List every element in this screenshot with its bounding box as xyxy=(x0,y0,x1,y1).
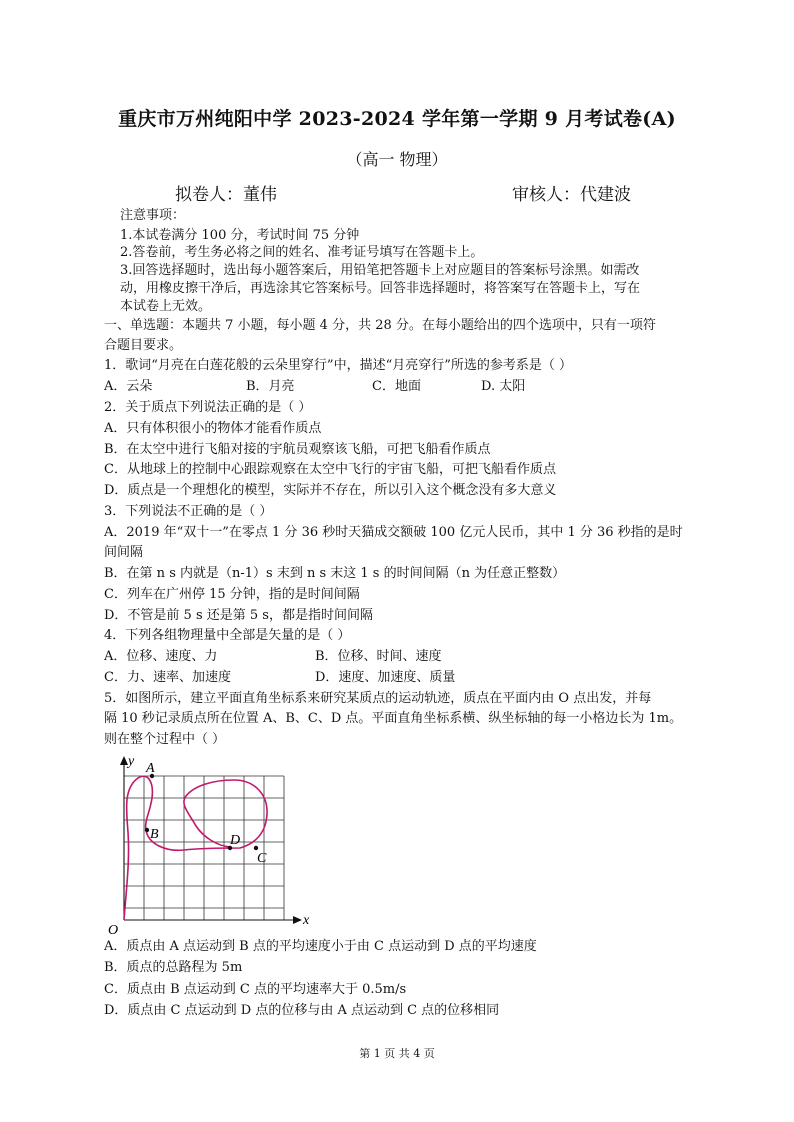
reviewer-name: 审核人：代建波 xyxy=(512,185,631,205)
q4-option-d: D．速度、加速度、质量 xyxy=(315,670,456,685)
note-line-5: 本试卷上无效。 xyxy=(120,299,212,314)
point-c-label: C xyxy=(257,851,267,866)
q3-option-a-cont: 间间隔 xyxy=(104,545,144,560)
point-d-label: D xyxy=(230,833,241,848)
point-b-label: B xyxy=(150,827,159,842)
x-axis-arrow xyxy=(293,916,302,924)
point-b-dot xyxy=(145,828,149,832)
question-2-stem: 2．关于质点下列说法正确的是（ ） xyxy=(104,400,312,415)
q3-option-d: D．不管是前 5 s 还是第 5 s，都是指时间间隔 xyxy=(104,608,373,623)
origin-label: O xyxy=(108,923,119,938)
note-line-2: 2.答卷前，考生务必将之间的姓名、准考证号填写在答题卡上。 xyxy=(120,245,484,260)
question-4-stem: 4．下列各组物理量中全部是矢量的是（ ） xyxy=(104,628,351,643)
section-heading: 一、单选题：本题共 7 小题，每小题 4 分，共 28 分。在每小题给出的四个选项中，只有一项符 xyxy=(104,318,656,333)
q1-option-b: B．月亮 xyxy=(246,379,295,394)
note-line-4: 动，用橡皮擦干净后，再选涂其它答案标号。回答非选择题时，将答案写在答题卡上，写在 xyxy=(120,281,641,296)
q5-option-c: C．质点由 B 点运动到 C 点的平均速率大于 0.5m/s xyxy=(104,982,407,997)
exam-subtitle: （高一 物理） xyxy=(346,150,448,169)
q4-option-c: C．力、速率、加速度 xyxy=(104,670,231,685)
q2-option-b: B．在太空中进行飞船对接的宇航员观察该飞船，可把飞船看作质点 xyxy=(104,442,491,457)
question-5-stem-end: 则在整个过程中（ ） xyxy=(104,732,226,747)
setter-name: 拟卷人：董伟 xyxy=(175,185,277,205)
q2-option-c: C．从地球上的控制中心跟踪观察在太空中飞行的宇宙飞船，可把飞船看作质点 xyxy=(104,462,556,477)
q1-option-a: A．云朵 xyxy=(104,379,153,394)
exam-title: 重庆市万州纯阳中学 2023-2024 学年第一学期 9 月考试卷(A) xyxy=(118,108,676,130)
q4-option-b: B．位移、时间、速度 xyxy=(315,649,442,664)
q2-option-a: A．只有体积很小的物体才能看作质点 xyxy=(104,421,322,436)
q1-option-c: C．地面 xyxy=(372,379,421,394)
point-a-label: A xyxy=(146,761,155,776)
section-heading-cont: 合题目要求。 xyxy=(104,338,183,353)
question-5-stem-cont: 隔 10 秒记录质点所在位置 A、B、C、D 点。平面直角坐标系横、纵坐标轴的每一小格边长为 1m。 xyxy=(104,711,683,726)
q3-option-b: B．在第 n s 内就是（n-1）s 末到 n s 末这 1 s 的时间间隔（n 为任意正整数） xyxy=(104,566,566,581)
y-axis-arrow xyxy=(120,756,128,765)
notes-heading: 注意事项： xyxy=(120,208,186,223)
question-5-stem: 5．如图所示，建立平面直角坐标系来研究某质点的运动轨迹，质点在平面内由 O 点出发，并每 xyxy=(104,691,652,706)
point-c-dot xyxy=(254,846,258,850)
q3-option-a: A．2019 年“双十一”在零点 1 分 36 秒时天猫成交额破 100 亿元人民币，其中 1 分 36 秒指的是时 xyxy=(104,525,683,540)
q5-option-b: B．质点的总路程为 5m xyxy=(104,960,243,975)
note-line-3: 3.回答选择题时，选出每小题答案后，用铅笔把答题卡上对应题目的答案标号涂黑。如需改 xyxy=(120,263,640,278)
q4-option-a: A．位移、速度、力 xyxy=(104,649,218,664)
q5-option-d: D．质点由 C 点运动到 D 点的位移与由 A 点运动到 C 点的位移相同 xyxy=(104,1003,500,1018)
q1-option-d: D. 太阳 xyxy=(481,379,526,394)
question-3-stem: 3．下列说法不正确的是（ ） xyxy=(104,504,273,519)
x-axis-label: x xyxy=(303,913,310,928)
trajectory-figure xyxy=(104,752,324,938)
y-axis-label: y xyxy=(128,754,135,769)
question-1-stem: 1．歌词“月亮在白莲花般的云朵里穿行”中，描述“月亮穿行”所选的参考系是（ ） xyxy=(104,358,572,373)
q2-option-d: D．质点是一个理想化的模型，实际并不存在，所以引入这个概念没有多大意义 xyxy=(104,483,557,498)
q3-option-c: C．列车在广州停 15 分钟，指的是时间间隔 xyxy=(104,587,360,602)
page-footer: 第 1 页 共 4 页 xyxy=(359,1047,435,1060)
note-line-1: 1.本试卷满分 100 分，考试时间 75 分钟 xyxy=(120,228,360,243)
q5-option-a: A．质点由 A 点运动到 B 点的平均速度小于由 C 点运动到 D 点的平均速度 xyxy=(104,939,537,954)
